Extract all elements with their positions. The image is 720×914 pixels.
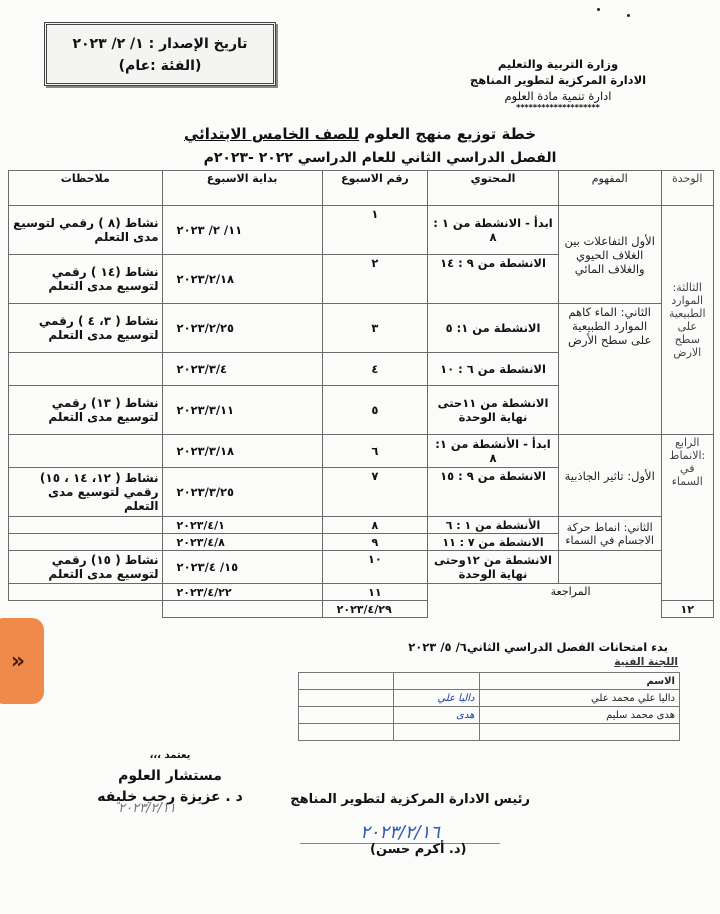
member-name: هدى محمد سليم [479,707,680,724]
content-cell: الانشطة من ٩ : ١٤ [428,255,559,304]
notes-cell: نشاط (١٤ ) رقمي لتوسيع مدى التعلم [9,255,163,304]
table-header-row [9,171,714,206]
head-title: رئيس الادارة المركزية لتطوير المناهج [290,792,530,807]
category-label: (الفئة :عام) [118,58,202,74]
approval-name: د . عزيزة رجب خليفه [97,789,243,805]
notes-cell: نشاط ( ١٢، ١٤ ، ١٥) رقمي لتوسيع مدى التعلم [9,468,163,517]
start-cell: ٢٠٢٣/٤/٨ [162,534,322,551]
table-row [9,517,714,534]
header-start: بداية الاسبوع [162,171,322,206]
header-week: رقم الاسبوع [322,171,428,206]
review-cell: المراجعة [428,584,661,618]
blank-cell [299,724,394,741]
table-row [9,304,714,353]
week-cell: ١١ [322,584,428,601]
unit-cell: الرابع :الانماط في السماء [661,435,713,601]
notes-cell [9,353,163,386]
member-name: داليا علي محمد علي [479,690,680,707]
issue-date: تاريخ الإصدار : ١/ ٢/ ٢٠٢٣ [72,36,248,52]
approval-label: يعتمد ،،، [149,750,191,761]
approval-handwritten-date: ٢٠٢٣/٢/١١ [118,801,176,816]
signature-cell [393,673,479,690]
notes-cell: نشاط ( ١٥) رقمي لتوسيع مدى التعلم [9,551,163,584]
approval-role: مستشار العلوم [118,768,222,784]
member-signature: هدى [393,707,479,724]
approval-block [90,745,250,808]
header-unit: الوحدة [661,171,713,206]
curriculum-table [8,170,714,618]
start-cell: ٢٠٢٣/٤/٢٩ [322,601,428,618]
blank-cell [299,690,394,707]
blank-cell [299,673,394,690]
start-cell: ١١/ ٢/ ٢٠٢٣ [162,206,322,255]
content-cell: الانشطة من ٦ : ١٠ [428,353,559,386]
central-admin-name: الادارة المركزية لتطوير المناهج [469,73,647,87]
committee-name-header: الاسم [479,673,680,690]
document-subtitle: الفصل الدراسي الثاني للعام الدراسي ٢٠٢٢ -٢٠٢٣م [203,150,557,166]
start-cell: ٢٠٢٣/٢/١٨ [162,255,322,304]
ministry-name: وزارة التربية والتعليم [497,57,619,71]
week-cell: ١ [322,206,428,255]
blank-cell [393,724,479,741]
title-grade: للصف الخامس الابتدائي [183,125,360,143]
committee-member-row [299,690,680,707]
week-cell: ١٠ [322,551,428,584]
notes-cell [9,534,163,551]
notes-cell [9,435,163,468]
start-cell: ٢٠٢٣/٣/١١ [162,386,322,435]
decorative-dot [627,14,630,17]
start-cell: ٢٠٢٣/٣/٢٥ [162,468,322,517]
notes-cell [9,584,163,601]
ministry-header [438,56,678,112]
header-notes: ملاحظات [9,171,163,206]
start-cell: ٢٠٢٣/٤/٢٢ [162,584,322,601]
header-concept: المفهوم [558,171,661,206]
committee-table [298,672,680,741]
notes-cell: نشاط ( ٣، ٤ ) رقمي لتوسيع مدى التعلم [9,304,163,353]
content-cell: الانشطة من ١٢وحتى نهاية الوحدة [428,551,559,584]
committee-title: اللجنة الفنية [614,656,678,668]
table-row [9,435,714,468]
decorative-dot [597,8,600,11]
head-name: (د. أكرم حسن) [370,842,467,857]
week-cell: ٥ [322,386,428,435]
table-row [9,584,714,601]
notes-cell: نشاط ( ١٣) رقمي لتوسيع مدى التعلم [9,386,163,435]
notes-cell: نشاط (٨ ) رقمي لتوسيع مدى التعلم [9,206,163,255]
exam-start-note: بدء امتحانات الفصل الدراسي الثاني٦/ ٥/ ٢٠٢٣ [408,640,668,654]
concept-cell: الثاني: انماط حركة الاجسام في السماء [558,517,661,551]
week-cell: ١٢ [661,601,713,618]
content-cell: الانشطة من ١: ٥ [428,304,559,353]
week-cell: ٨ [322,517,428,534]
start-cell: ٢٠٢٣/٣/٤ [162,353,322,386]
notes-cell [9,517,163,534]
blank-cell [479,724,680,741]
committee-header-row [299,673,680,690]
issue-date-box [44,22,276,86]
start-cell: ٢٠٢٣/٣/١٨ [162,435,322,468]
content-cell: الانشطة من ١١حتى نهاية الوحدة [428,386,559,435]
notes-cell [162,601,322,618]
committee-member-row [299,707,680,724]
header-content: المحتوي [428,171,559,206]
concept-cell-empty [558,551,661,584]
content-cell: ابدأ - الأنشطة من ١: ٨ [428,435,559,468]
blank-cell [299,707,394,724]
start-cell: ٢٠٢٣/٢/٢٥ [162,304,322,353]
start-cell: ١٥/ ٢٠٢٣/٤ [162,551,322,584]
stars-divider: ******************** [516,103,600,112]
week-cell: ٣ [322,304,428,353]
concept-cell: الأول: تاثير الجاذبية [558,435,661,517]
document-title [0,125,720,143]
department-name: ادارة تنمية مادة العلوم [504,89,612,103]
content-cell: ابدأ - الانشطة من ١ : ٨ [428,206,559,255]
unit-cell: الثالثة: الموارد الطبيعية على سطح الارض [661,206,713,435]
week-cell: ٩ [322,534,428,551]
table-row [9,551,714,584]
week-cell: ٤ [322,353,428,386]
title-prefix: خطة توزيع منهج العلوم [359,125,537,143]
content-cell: الانشطة من ٩ : ١٥ [428,468,559,517]
table-row [9,206,714,255]
concept-cell: الأول التفاعلات بين الغلاف الحيوي والغلاف المائي [558,206,661,304]
start-cell: ٢٠٢٣/٤/١ [162,517,322,534]
week-cell: ٧ [322,468,428,517]
committee-blank-row [299,724,680,741]
week-cell: ٦ [322,435,428,468]
member-signature: داليا علي [393,690,479,707]
concept-cell: الثاني: الماء كاهم الموارد الطبيعية على سطح الأرض [558,304,661,435]
head-signature: ٢٠٢٣/٢/١٦ [300,822,500,844]
double-chevron-right-icon: » [10,648,26,674]
content-cell: الأنشطة من ١ : ٦ [428,517,559,534]
content-cell: الانشطة من ٧ : ١١ [428,534,559,551]
week-cell: ٢ [322,255,428,304]
next-page-button[interactable] [0,618,44,704]
